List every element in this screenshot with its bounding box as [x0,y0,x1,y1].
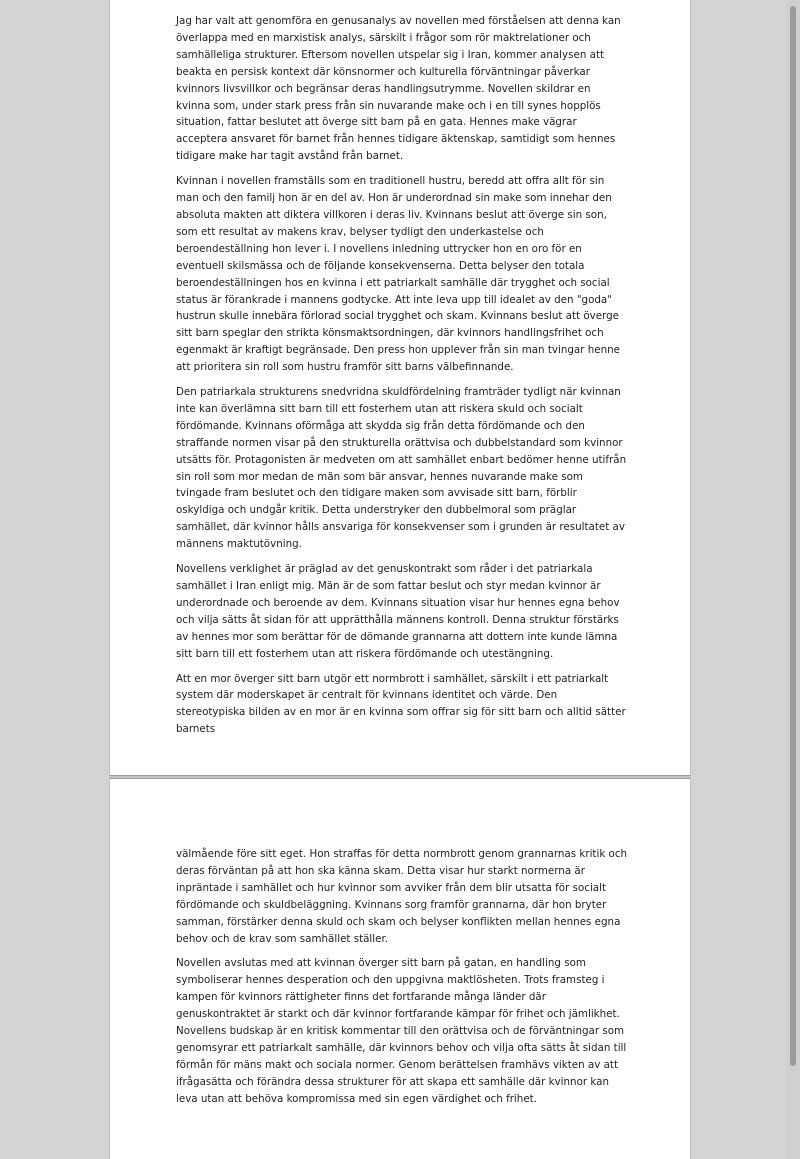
page-body [176,13,628,746]
scrollbar-thumb[interactable] [790,6,796,1066]
document-page-2 [109,778,691,1159]
document-page-1 [109,0,691,776]
paragraph: Kvinnan i novellen framställs som en traditionell hustru, beredd att offra allt för sin man och den familj hon är en del av. Hon är underordnad sin make som innehar den absoluta makten att diktera villkoren i deras liv. Kvinnans beslut att överge sin son, som ett resultat av makens krav, belyser tydligt den underkastelse och beroendeställning hon lever i. I novellens inledning uttrycker hon en oro för en eventuell skilsmässa och de följande konsekvenserna. Detta belyser den totala beroendeställningen hos en kvinna i ett patriarkalt samhälle där trygghet och social status är förankrade i mannens godtycke. Att inte leva upp till idealet av den "goda" hustrun skulle innebära förlorad social trygghet och skam. Kvinnans beslut att överge sitt barn speglar den strikta könsmaktsordningen, där kvinnors handlingsfrihet och egenmakt är kraftigt begränsade. Den press hon upplever från sin man tvingar henne att prioritera sin roll som hustru framför sitt barns välbefinnande. [176,175,620,374]
paragraph: Jag har valt att genomföra en genusanalys av novellen med förståelsen att denna kan överlappa med en marxistisk analys, särskilt i frågor som rör maktrelationer och samhälleliga strukturer. Eftersom novellen utspelar sig i Iran, kommer analysen att beakta en persisk kontext där könsnormer och kulturella förväntningar påverkar kvinnors livsvillkor och begränsar deras handlingsutrymme. Novellen skildrar en kvinna som, under stark press från sin nuvarande make och i en till synes hopplös situation, fattar beslutet att överge sitt barn på en gata. Hennes make vägrar acceptera ansvaret för barnet från hennes tidigare äktenskap, samtidigt som hennes tidigare make har tagit avstånd från barnet. [176,15,621,163]
paragraph: Novellen avslutas med att kvinnan överger sitt barn på gatan, en handling som symboliserar hennes desperation och den uppgivna maktlösheten. Trots framsteg i kampen för kvinnors rättigheter finns det fortfarande många länder där genuskontraktet är starkt och där kvinnor fortfarande kämpar för frihet och jämlikhet. Novellens budskap är en kritisk kommentar till den orättvisa och de förväntningar som genomsyrar ett patriarkalt samhälle, där kvinnors behov och vilja ofta sätts åt sidan till förmån för mäns makt och sociala normer. Genom berättelsen framhävs vikten av att ifrågasätta och förändra dessa strukturer för att skapa ett samhälle där kvinnor kan leva utan att behöva kompromissa med sin egen värdighet och frihet. [176,957,627,1105]
paragraph: Att en mor överger sitt barn utgör ett normbrott i samhället, särskilt i ett patriarkalt system där moderskapet är centralt för kvinnans identitet och värde. Den stereotypiska bilden av en mor är en kvinna som offrar sig för sitt barn och alltid sätter barnets [176,672,626,736]
paragraph: Den patriarkala strukturens snedvridna skuldfördelning framträder tydligt när kvinnan inte kan överlämna sitt barn till ett fosterhem utan att riskera skuld och socialt fördömande. Kvinnans oförmåga att skydda sig från detta fördömande och den straffande normen visar på den strukturella orättvisa och dubbelstandard som kvinnor utsätts för. Protagonisten är medveten om att samhället enbart bedömer henne utifrån sin roll som mor medan de män som bär ansvar, hennes nuvarande make som tvingade fram beslutet och den tidigare maken som avvisade sitt barn, förblir oskyldiga och undgår kritik. Detta understryker den dubbelmoral som präglar samhället, där kvinnor hålls ansvariga för konsekvenser som i grunden är resultatet av männens maktutövning. [176,386,627,551]
paragraph: Novellens verklighet är präglad av det genuskontrakt som råder i det patriarkala samhället i Iran enligt mig. Män är de som fattar beslut och styr medan kvinnor är underordnade och beroende av dem. Kvinnans situation visar hur hennes egna behov och vilja sätts åt sidan för att upprätthålla männens kontroll. Denna struktur förstärks av hennes mor som berättar för de dömande grannarna att dottern inte kunde lämna sitt barn till ett fosterhem utan att riskera fördömande och utestängning. [176,563,620,660]
page-body [176,846,628,1116]
paragraph: välmående före sitt eget. Hon straffas för detta normbrott genom grannarnas kritik och deras förväntan på att hon ska känna skam. Detta visar hur starkt normerna är inpräntade i samhället och hur kvinnor som avviker från dem blir utsatta för socialt fördömande och skuldbeläggning. Kvinnans sorg framför grannarna, där hon bryter samman, förstärker denna skuld och skam och belyser konflikten mellan hennes egna behov och de krav som samhället ställer. [176,848,628,945]
vertical-scrollbar[interactable] [786,0,800,1159]
